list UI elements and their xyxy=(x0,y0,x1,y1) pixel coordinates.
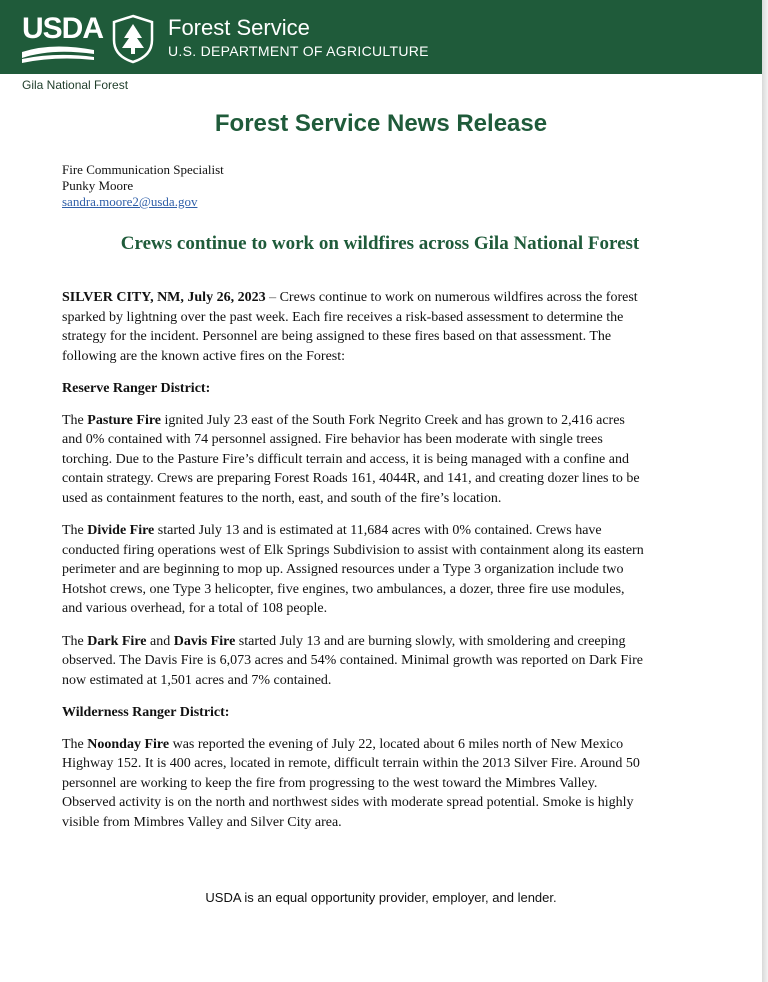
contact-name: Punky Moore xyxy=(62,178,134,193)
department-name: U.S. DEPARTMENT OF AGRICULTURE xyxy=(168,43,429,59)
article-body xyxy=(62,288,646,845)
dateline-dash: – xyxy=(265,290,280,305)
fire-name-noonday: Noonday Fire xyxy=(87,736,170,752)
noonday-text: was reported the evening of July 22, located about 6 miles north of New Mexico Highway 152. It is 400 acres, located in remote, difficult terrain within the 2013 Silver Fire. Around 50 personnel are working to keep the fire from progressing to the west toward the Mimbres Valley. Observed activity is on the north and northwest sides with moderate spread potential. Smoke is highly visible from Mimbres Valley and Silver City area. xyxy=(62,736,640,830)
fire-name-divide: Divide Fire xyxy=(87,523,155,538)
pasture-fire-paragraph xyxy=(62,411,646,509)
fire-name-dark: Dark Fire xyxy=(87,633,147,649)
forest-name: Gila National Forest xyxy=(22,78,129,92)
usda-logo-text: USDA xyxy=(22,12,104,45)
usda-logo xyxy=(22,12,104,64)
agency-name: Forest Service xyxy=(168,15,310,40)
divide-fire-paragraph xyxy=(62,521,646,619)
contact-email-link[interactable]: sandra.moore2@usda.gov xyxy=(62,194,198,209)
usda-swoosh-icon xyxy=(22,44,94,64)
fire-name-pasture: Pasture Fire xyxy=(87,412,162,428)
paragraph-lead: The xyxy=(62,412,88,428)
contact-block xyxy=(62,162,224,210)
paragraph-lead: The xyxy=(62,633,88,649)
footer-disclaimer: USDA is an equal opportunity provider, employer, and lender. xyxy=(205,890,557,905)
dark-davis-fire-paragraph xyxy=(62,632,646,691)
fire-name-davis: Davis Fire xyxy=(173,633,236,649)
paragraph-conjunction: and xyxy=(146,633,174,649)
forest-service-shield-icon xyxy=(110,14,156,64)
headline: Crews continue to work on wildfires across Gila National Forest xyxy=(120,233,640,254)
pasture-text: ignited July 23 east of the South Fork Negrito Creek and has grown to 2,416 acres and 0% contained with 74 personnel assigned. Fire behavior has been moderate with single trees torching. Due to the Pasture Fire’s difficult terrain and access, it is being managed with a confine and contain strategy. Crews are preparing Forest Roads 161, 4044R, and 141, and creating dozer lines to be used as containment features to the north, east, and south of the fire’s location. xyxy=(62,412,640,506)
paragraph-lead: The xyxy=(62,523,88,538)
header-banner xyxy=(0,0,762,74)
section-heading-wilderness: Wilderness Ranger District: xyxy=(62,705,230,720)
dateline: SILVER CITY, NM, July 26, 2023 xyxy=(62,290,266,305)
contact-role: Fire Communication Specialist xyxy=(62,162,224,177)
intro-text: Crews continue to work on numerous wildfires across the forest sparked by lightning over the past week. Each fire receives a risk-based assessment to determine the strategy for the incident. Personnel are being assigned to these fires based on that assessment. The following are the known active fires on the Forest: xyxy=(62,290,638,364)
noonday-fire-paragraph xyxy=(62,735,646,833)
page-edge-shadow xyxy=(762,0,768,982)
paragraph-lead: The xyxy=(62,736,88,752)
intro-paragraph xyxy=(62,288,646,366)
dark-davis-text: started July 13 and are burning slowly, with smoldering and creeping observed. The Davis Fire is 6,073 acres and 54% contained. Minimal growth was reported on Dark Fire now estimated at 1,501 acres and 7% contained. xyxy=(62,633,643,688)
section-heading-reserve: Reserve Ranger District: xyxy=(62,381,211,396)
release-title: Forest Service News Release xyxy=(214,110,548,137)
divide-text: started July 13 and is estimated at 11,684 acres with 0% contained. Crews have conducted firing operations west of Elk Springs Subdivision to assist with containment along its eastern perimeter and are beginning to mop up. Assigned resources under a Type 3 organization include two Hotshot crews, one Type 3 helicopter, five engines, two ambulances, a dozer, three fire use modules, and various overhead, for a total of 108 people. xyxy=(62,523,644,616)
